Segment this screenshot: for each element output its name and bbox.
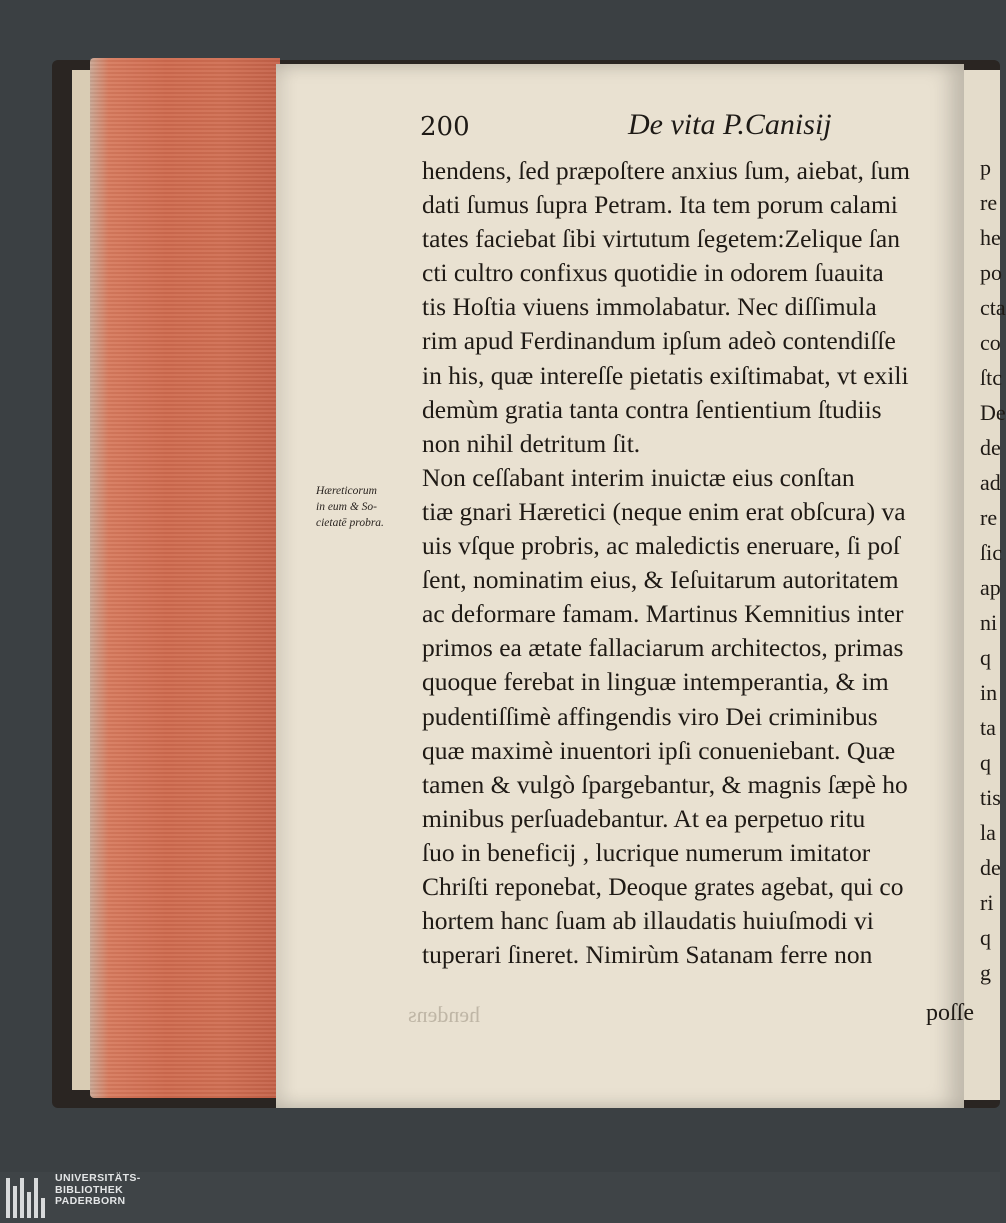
catchword: poſſe xyxy=(926,1000,974,1026)
text-line: cti cultro confixus quotidie in odorem ſuauita xyxy=(422,258,884,288)
library-name-line: BIBLIOTHEK xyxy=(55,1183,124,1196)
library-logo-icon xyxy=(6,1178,46,1218)
facing-page-fragment: ta xyxy=(980,715,996,740)
text-line: tis Hoſtia viuens immolabatur. Nec diſſimula xyxy=(422,292,877,322)
facing-page-fragment: p xyxy=(980,155,991,180)
text-line: non nihil detritum ſit. xyxy=(422,428,641,458)
facing-page-fragment: q xyxy=(980,750,991,775)
facing-page-fragment: ſtc xyxy=(980,365,1002,390)
page-number: 200 xyxy=(420,112,470,142)
facing-page-fragment: co xyxy=(980,330,1001,355)
text-line: minibus perſuadebantur. At ea perpetuo ritu xyxy=(422,803,866,833)
text-line: hendens, ſed præpoſtere anxius ſum, aiebat, ſum xyxy=(422,156,910,185)
library-footer xyxy=(0,1172,1000,1223)
text-line: ſuo in beneficij , lucrique numerum imitator xyxy=(422,837,871,867)
margin-note xyxy=(316,483,426,531)
library-name xyxy=(55,1173,141,1208)
facing-page-fragment: cta xyxy=(980,295,1006,320)
text-line: tiæ gnari Hæretici (neque enim erat obſcura) va xyxy=(422,496,906,526)
margin-note-line: cietatē probra. xyxy=(316,517,384,529)
bleed-through-text: hendens xyxy=(408,1002,481,1027)
text-line: hortem hanc ſuam ab illaudatis huiuſmodi vi xyxy=(422,906,874,936)
facing-page-fragment: ſic xyxy=(980,540,1002,565)
facing-page-fragment: q xyxy=(980,925,991,950)
text-line: quoque ferebat in linguæ intemperantia, & im xyxy=(422,667,889,697)
text-line: ac deformare famam. Martinus Kemnitius inter xyxy=(422,599,904,629)
facing-page-fragment: ri xyxy=(980,890,994,915)
margin-note-line: Hæreticorum xyxy=(316,485,377,497)
margin-note-line: in eum & So- xyxy=(316,501,378,513)
facing-page-fragment: g xyxy=(980,960,991,985)
library-name-line: UNIVERSITÄTS- xyxy=(55,1172,141,1184)
text-line: tuperari ſineret. Nimirùm Satanam ferre non xyxy=(422,940,873,970)
text-line: pudentiſſimè affingendis viro Dei criminibus xyxy=(422,701,878,731)
text-line: primos ea ætate fallaciarum architectos, primas xyxy=(422,633,904,663)
facing-page-text xyxy=(980,150,1006,990)
facing-page-fragment: re xyxy=(980,505,998,530)
library-name-line: PADERBORN xyxy=(55,1195,126,1207)
facing-page-fragment: in xyxy=(980,680,998,705)
facing-page-fragment: de xyxy=(980,435,1001,460)
facing-page-fragment: de xyxy=(980,855,1001,880)
facing-page-fragment: tis xyxy=(980,785,1001,810)
text-line: Chriſti reponebat, Deoque grates agebat, qui co xyxy=(422,871,904,901)
text-line: quæ maximè inuentori ipſi conueniebant. Quæ xyxy=(422,735,896,765)
facing-page-fragment: ni xyxy=(980,610,998,635)
text-line: in his, quæ intereſſe pietatis exiſtimabat, vt exili xyxy=(422,360,909,390)
facing-page-fragment: q xyxy=(980,645,991,670)
running-head xyxy=(420,108,960,152)
running-title: De vita P.Canisij xyxy=(628,108,832,141)
red-page-edges xyxy=(90,58,280,1098)
facing-page-fragment: la xyxy=(980,820,996,845)
text-line: rim apud Ferdinandum ipſum adeò contendiſſe xyxy=(422,326,896,356)
text-line: demùm gratia tanta contra ſentientium ſtudiis xyxy=(422,394,882,424)
facing-page-fragment: re xyxy=(980,190,998,215)
facing-page-fragment: he xyxy=(980,225,1001,250)
text-line: ſent, nominatim eius, & Ieſuitarum autoritatem xyxy=(422,565,899,595)
text-line: uis vſque probris, ac maledictis eneruare, ſi poſ xyxy=(422,531,900,561)
text-line: tamen & vulgò ſpargebantur, & magnis ſæpè ho xyxy=(422,769,908,799)
text-line: Non ceſſabant interim inuictæ eius conſtan xyxy=(422,462,855,492)
text-line: dati ſumus ſupra Petram. Ita tem porum calami xyxy=(422,190,898,220)
text-block xyxy=(422,154,962,972)
facing-page-fragment: ad xyxy=(980,470,1001,495)
text-line: tates faciebat ſibi virtutum ſegetem:Zelique ſan xyxy=(422,224,900,254)
facing-page-fragment: po xyxy=(980,260,1002,285)
facing-page-fragment: ap xyxy=(980,575,1001,600)
facing-page-fragment: De xyxy=(980,400,1006,425)
